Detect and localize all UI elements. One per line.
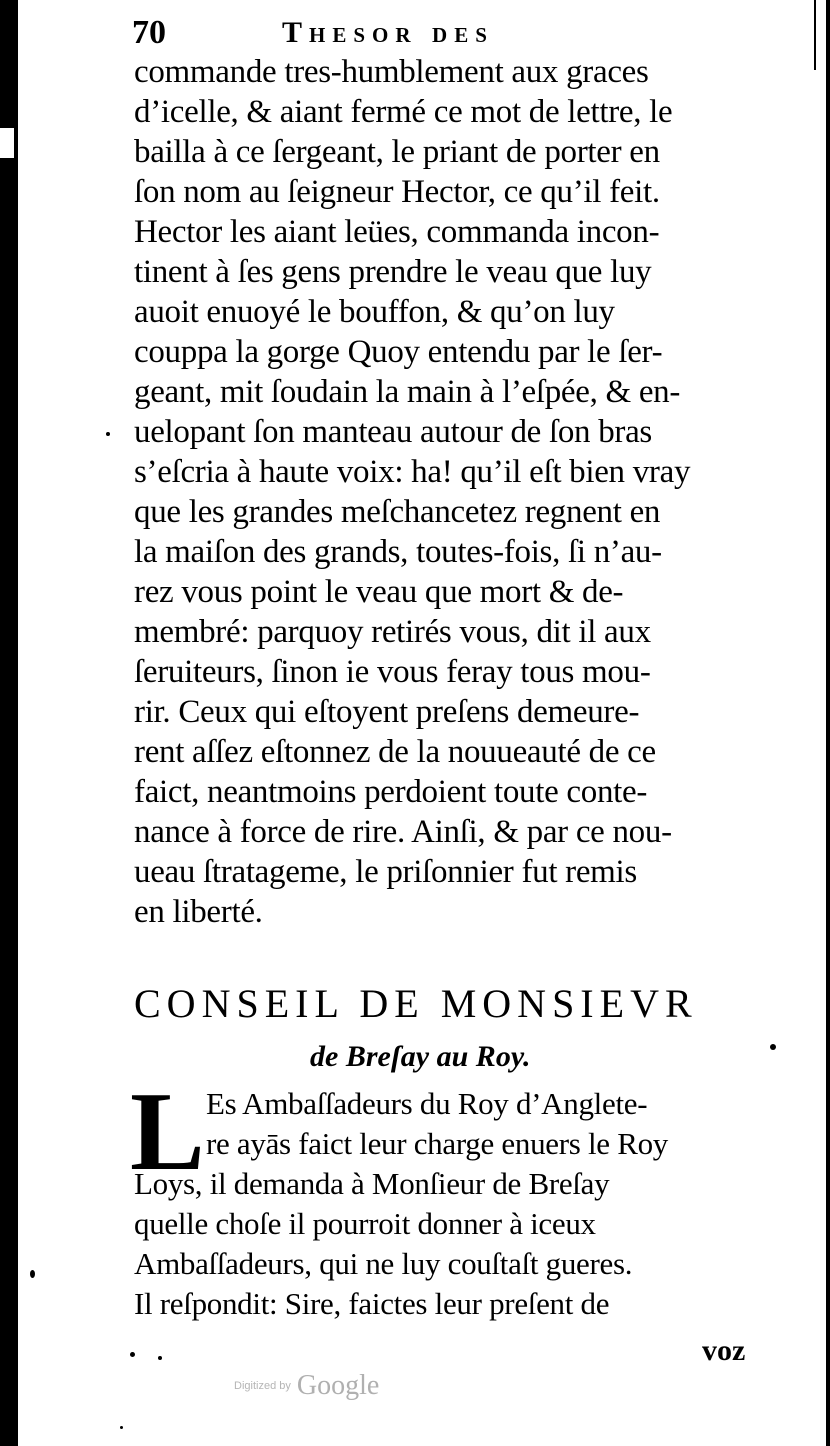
page-edge-right: [826, 0, 830, 1446]
ink-speck: [30, 1270, 35, 1278]
text-line: ueau ſtratageme, le priſonnier fut remis: [134, 854, 637, 890]
text-line: tinent à ſes gens prendre le veau que luy: [134, 254, 652, 290]
ink-speck: [770, 1044, 776, 1050]
page-edge-notch: [0, 128, 14, 158]
page-edge-right-mark: [814, 0, 816, 70]
page-number: 70: [132, 14, 166, 51]
section-heading: CONSEIL DE MONSIEVR: [134, 981, 698, 1026]
running-head: [132, 14, 732, 54]
google-logo: Google: [296, 1370, 380, 1401]
text-line: commande tres-humblement aux graces: [134, 54, 649, 90]
text-line: ſon nom au ſeigneur Hector, ce qu’il feit.: [134, 174, 660, 210]
digitized-by-label: Digitized by: [234, 1380, 291, 1392]
text-line: membré: parquoy retirés vous, dit il aux: [134, 614, 651, 650]
text-line: faict, neantmoins perdoient toute conte-: [134, 774, 648, 810]
ink-speck: [106, 432, 110, 436]
text-line: Ambaſſadeurs, qui ne luy couſtaſt gueres.: [134, 1246, 633, 1281]
text-line: nance à force de rire. Ainſi, & par ce nou-: [134, 814, 672, 850]
catchword: voz: [702, 1334, 746, 1367]
text-line: Il reſpondit: Sire, faictes leur preſent de: [134, 1286, 610, 1321]
text-line: couppa la gorge Quoy entendu par le ſer-: [134, 334, 663, 370]
text-line: uelopant ſon manteau autour de ſon bras: [134, 414, 652, 450]
text-line: auoit enuoyé le bouffon, & qu’on luy: [134, 294, 615, 330]
text-line: ſeruiteurs, ſinon ie vous feray tous mou-: [134, 654, 651, 690]
text-line: que les grandes meſchancetez regnent en: [134, 494, 661, 530]
text-line: bailla à ce ſergeant, le priant de porter en: [134, 134, 660, 170]
ink-speck: [130, 1352, 135, 1357]
running-head-title: Thesor des: [282, 16, 494, 49]
text-line: en liberté.: [134, 894, 263, 930]
text-line: re ayās faict leur charge enuers le Roy: [206, 1126, 668, 1161]
digitized-watermark: [234, 1370, 379, 1406]
text-line: quelle choſe il pourroit donner à iceux: [134, 1206, 596, 1241]
text-line: Es Ambaſſadeurs du Roy d’Anglete-: [206, 1086, 648, 1121]
text-line: Loys, il demanda à Monſieur de Breſay: [134, 1166, 610, 1201]
text-line: rent aſſez eſtonnez de la nouueauté de ce: [134, 734, 656, 770]
text-line: s’eſcria à haute voix: ha! qu’il eſt bien vray: [134, 454, 691, 490]
text-line: rez vous point le veau que mort & de-: [134, 574, 624, 610]
page-edge-left: [0, 0, 18, 1446]
text-line: Hector les aiant leües, commanda incon-: [134, 214, 660, 250]
text-line: la maiſon des grands, toutes-fois, ſi n’au-: [134, 534, 662, 570]
text-line: d’icelle, & aiant fermé ce mot de lettre, le: [134, 94, 673, 130]
drop-cap: L: [130, 1070, 205, 1194]
section-subheading: de Breſay au Roy.: [310, 1040, 531, 1073]
ink-speck: [120, 1426, 123, 1429]
ink-speck: [158, 1356, 162, 1360]
text-line: geant, mit ſoudain la main à l’eſpée, & en-: [134, 374, 681, 410]
text-line: rir. Ceux qui eſtoyent preſens demeure-: [134, 694, 640, 730]
